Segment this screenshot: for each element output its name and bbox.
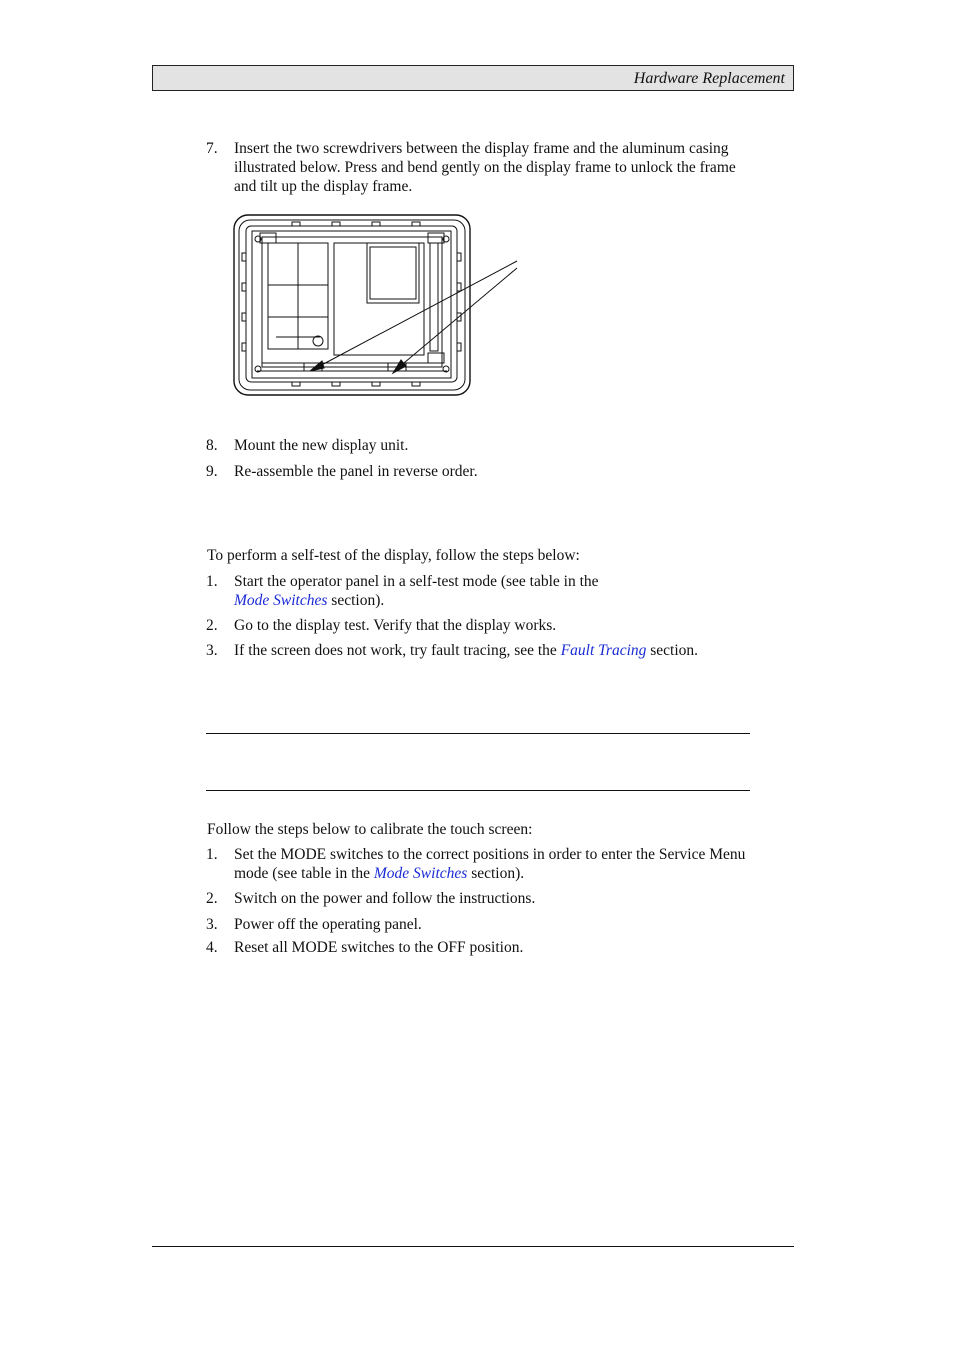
fault-tracing-link[interactable]: Fault Tracing [560, 642, 647, 659]
step-text [234, 572, 751, 610]
step-number: 2. [206, 617, 218, 634]
step-text: Switch on the power and follow the instructions. [234, 890, 536, 907]
step-text: Go to the display test. Verify that the display works. [234, 617, 557, 634]
mode-switches-link[interactable]: Mode Switches [234, 592, 328, 609]
step-text [234, 641, 751, 660]
step-text-before: Start the operator panel in a self-test mode (see table in the [234, 573, 599, 590]
calibrate-step-2 [206, 889, 751, 908]
section-divider-bottom [206, 790, 750, 791]
calibrate-intro: Follow the steps below to calibrate the touch screen: [207, 821, 533, 838]
selftest-step-3 [206, 641, 751, 660]
step-number: 3. [206, 642, 218, 659]
step-text: Power off the operating panel. [234, 916, 422, 933]
selftest-step-2 [206, 616, 751, 635]
mode-switches-link[interactable]: Mode Switches [373, 865, 468, 882]
step-text [234, 845, 751, 883]
header-title: Hardware Replacement [633, 70, 785, 87]
step-7 [206, 139, 751, 196]
step-9 [206, 462, 751, 481]
running-header [152, 65, 794, 91]
step-number: 8. [206, 437, 218, 454]
step-text: Re-assemble the panel in reverse order. [234, 463, 478, 480]
step-8 [206, 436, 751, 455]
step-text-before: If the screen does not work, try fault tracing, see the [234, 642, 561, 659]
calibrate-step-4 [206, 938, 751, 957]
step-text: Insert the two screwdrivers between the display frame and the aluminum casing illustrated below. Press and bend gently on the display frame to unlock the frame and tilt up the display frame. [234, 140, 736, 195]
step-number: 1. [206, 573, 218, 590]
step-number: 4. [206, 939, 218, 956]
step-text: Reset all MODE switches to the OFF position. [234, 939, 524, 956]
step-text: Mount the new display unit. [234, 437, 409, 454]
calibrate-step-1 [206, 845, 751, 883]
display-frame-illustration [232, 213, 522, 398]
step-text-after: section). [327, 592, 385, 609]
calibrate-step-3 [206, 915, 751, 934]
selftest-intro: To perform a self-test of the display, follow the steps below: [207, 547, 580, 564]
step-number: 7. [206, 140, 218, 157]
section-divider-top [206, 733, 750, 734]
selftest-step-1 [206, 572, 751, 610]
step-text-before: Set the MODE switches to the correct positions in order to enter the Service Menu mode (see table in the [234, 846, 746, 882]
footer-rule [152, 1246, 794, 1247]
step-number: 3. [206, 916, 218, 933]
step-number: 2. [206, 890, 218, 907]
step-text-after: section). [467, 865, 525, 882]
step-number: 1. [206, 846, 218, 863]
step-text-after: section. [646, 642, 699, 659]
step-number: 9. [206, 463, 218, 480]
